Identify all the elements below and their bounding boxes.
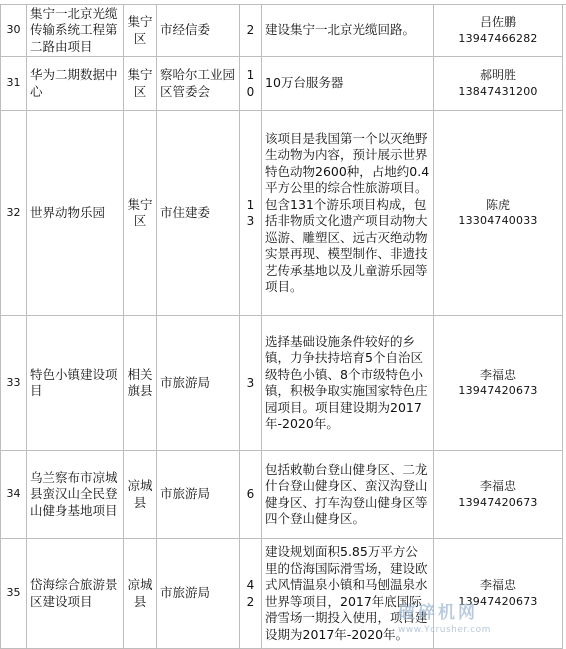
project-area: 集宁区 <box>124 111 157 316</box>
contact-phone: 13847431200 <box>458 84 538 98</box>
table-row <box>1 111 563 316</box>
project-area: 集宁区 <box>124 5 157 57</box>
contact-name: 郝明胜 <box>479 68 516 82</box>
contact-name: 李福忠 <box>479 367 516 382</box>
construction-content: 建设集宁一北京光缆回路。 <box>262 5 434 57</box>
investment-amount: 13 <box>240 111 262 316</box>
table-row <box>1 539 563 649</box>
table-row <box>1 5 563 57</box>
contact-cell <box>434 5 563 57</box>
contact-name: 李福忠 <box>479 578 516 592</box>
project-name: 集宁一北京光缆传输系统工程第二路由项目 <box>27 5 124 57</box>
project-name: 岱海综合旅游景区建设项目 <box>27 539 124 649</box>
contact-phone: 13947420673 <box>458 495 538 509</box>
contact-name: 陈虎 <box>485 197 510 212</box>
table-row <box>1 316 563 451</box>
project-table <box>0 4 563 649</box>
construction-content: 包括敕勒台登山健身区、二龙什台登山健身区、蛮汉沟登山健身区、打车沟登山健身区等四个登山健身区。 <box>262 451 434 539</box>
table-row <box>1 451 563 539</box>
project-area: 凉城县 <box>124 539 157 649</box>
row-number: 33 <box>1 316 27 451</box>
responsible-unit: 察哈尔工业园区管委会 <box>157 57 240 111</box>
construction-content: 10万台服务器 <box>262 57 434 111</box>
responsible-unit: 市旅游局 <box>157 316 240 451</box>
project-area: 相关旗县 <box>124 316 157 451</box>
project-area: 凉城县 <box>124 451 157 539</box>
responsible-unit: 市旅游局 <box>157 451 240 539</box>
responsible-unit: 市旅游局 <box>157 539 240 649</box>
watermark-url: www.Ycrusher.com <box>398 625 491 635</box>
construction-content: 该项目是我国第一个以灭绝野生动物为内容，预计展示世界特色动物2600种，占地约0.4平方公里的综合性旅游项目。包含131个游乐项目构成，包括非物质文化遗产项目动物大巡游、雕塑区、远古灭绝动物实景再现、模型制作、非遗技艺传承基地以及儿童游乐园等项目。 <box>262 111 434 316</box>
contact-cell <box>434 539 563 649</box>
contact-cell <box>434 111 563 316</box>
investment-amount: 10 <box>240 57 262 111</box>
contact-name: 吕佐鹏 <box>479 15 516 29</box>
responsible-unit: 市住建委 <box>157 111 240 316</box>
project-name: 华为二期数据中心 <box>27 57 124 111</box>
investment-amount: 3 <box>240 316 262 451</box>
project-area: 集宁区 <box>124 57 157 111</box>
investment-amount: 42 <box>240 539 262 649</box>
contact-phone: 13947466282 <box>458 31 538 45</box>
watermark-text: 破碎机网 <box>398 603 478 623</box>
contact-name: 李福忠 <box>479 479 516 493</box>
construction-content: 选择基础设施条件较好的乡镇，力争扶持培育5个自治区级特色小镇、8个市级特色小镇，积极争取实施国家特色庄园项目。项目建设期为2017年-2020年。 <box>262 316 434 451</box>
contact-phone: 13947420673 <box>458 384 538 397</box>
project-name: 乌兰察布市凉城县蛮汉山全民登山健身基地项目 <box>27 451 124 539</box>
row-number: 32 <box>1 111 27 316</box>
table-row <box>1 57 563 111</box>
responsible-unit: 市经信委 <box>157 5 240 57</box>
project-name: 世界动物乐园 <box>27 111 124 316</box>
row-number: 31 <box>1 57 27 111</box>
row-number: 30 <box>1 5 27 57</box>
row-number: 34 <box>1 451 27 539</box>
contact-phone: 13947420673 <box>458 594 538 608</box>
construction-content: 建设规划面积5.85万平方公里的岱海国际滑雪场，建设欧式风情温泉小镇和马刨温泉水世界等项目，2017年底国际滑雪场一期投入使用，项目建设期为2017年-2020年。 <box>262 539 434 649</box>
investment-amount: 6 <box>240 451 262 539</box>
contact-cell <box>434 451 563 539</box>
contact-phone: 13304740033 <box>458 214 538 227</box>
row-number: 35 <box>1 539 27 649</box>
investment-amount: 2 <box>240 5 262 57</box>
contact-cell <box>434 316 563 451</box>
project-name: 特色小镇建设项目 <box>27 316 124 451</box>
contact-cell <box>434 57 563 111</box>
